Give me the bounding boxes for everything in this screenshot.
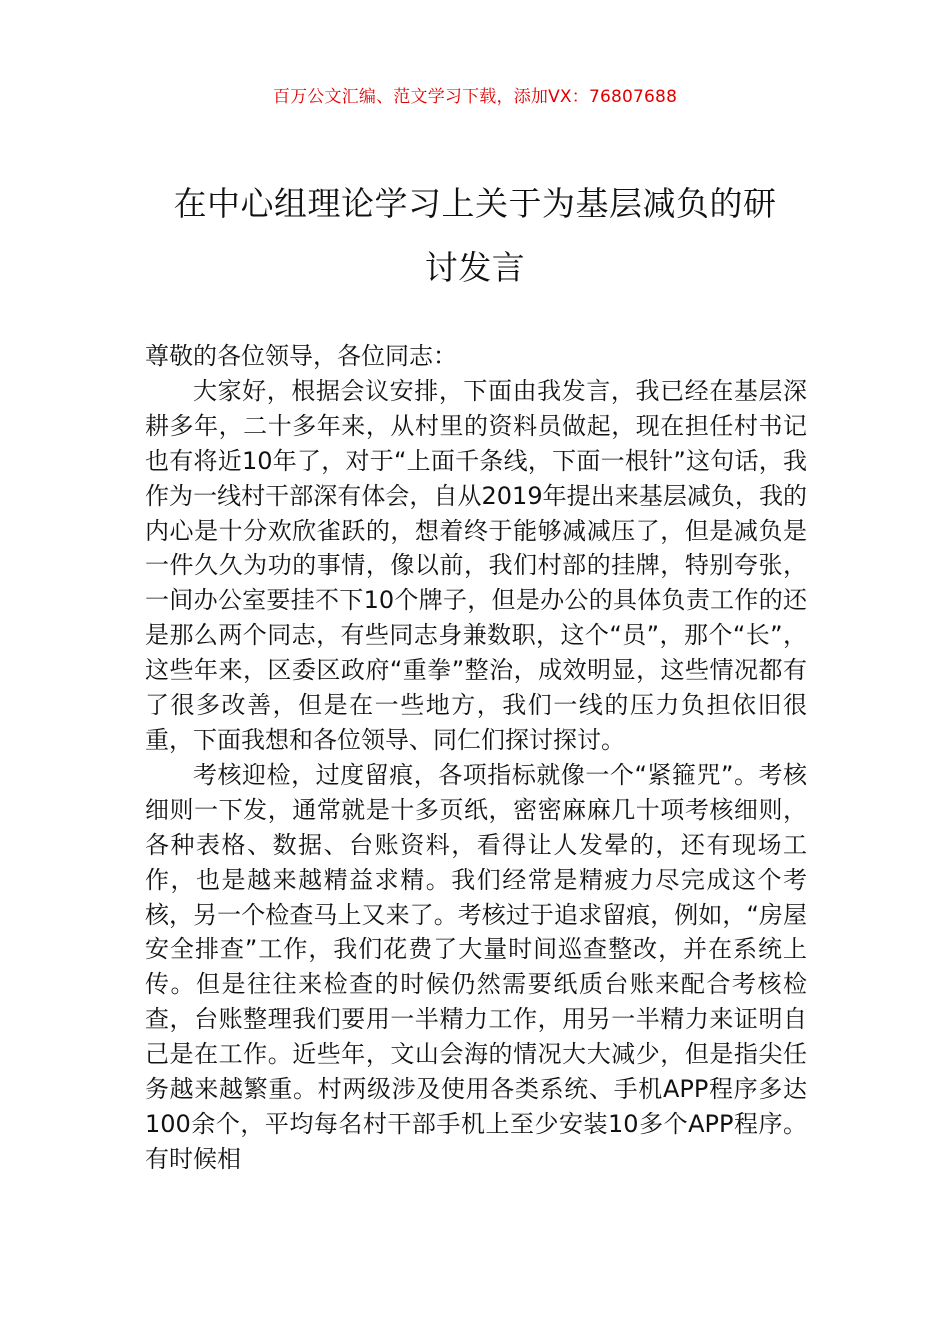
header-watermark-note: 百万公文汇编、范文学习下载，添加VX：76807688 bbox=[272, 87, 678, 107]
title-line-2: 讨发言 bbox=[424, 248, 526, 287]
paragraph-1: 大家好，根据会议安排，下面由我发言，我已经在基层深耕多年，二十多年来，从村里的资料员做起，现在担任村书记也有将近10年了，对于“上面千条线，下面一根针”这句话，我作为一线村干部深有体会，自从2019年提出来基层减负，我的内心是十分欢欣雀跃的，想着终于能够减减压了，但是减负是一件久久为功的事情，像以前，我们村部的挂牌，特别夸张，一间办公室要挂不下10个牌子，但是办公的具体负责工作的还是那么两个同志，有些同志身兼数职，这个“员”，那个“长”，这些年来，区委区政府“重拳”整治，成效明显，这些情况都有了很多改善，但是在一些地方，我们一线的压力负担依旧很重，下面我想和各位领导、同仁们探讨探讨。 bbox=[145, 376, 807, 754]
document-body bbox=[145, 339, 807, 1177]
page-title bbox=[145, 172, 805, 300]
salutation: 尊敬的各位领导，各位同志： bbox=[145, 342, 457, 370]
paragraph-2: 考核迎检，过度留痕，各项指标就像一个“紧箍咒”。考核细则一下发，通常就是十多页纸，密密麻麻几十项考核细则，各种表格、数据、台账资料，看得让人发晕的，还有现场工作，也是越来越精益求精。我们经常是精疲力尽完成这个考核，另一个检查马上又来了。考核过于追求留痕，例如，“房屋安全排查”工作，我们花费了大量时间巡查整改，并在系统上传。但是往往来检查的时候仍然需要纸质台账来配合考核检查，台账整理我们要用一半精力工作，用另一半精力来证明自己是在工作。近些年，文山会海的情况大大减少，但是指尖任务越来越繁重。村两级涉及使用各类系统、手机APP程序多达100余个，平均每名村干部手机上至少安装10多个APP程序。有时候相 bbox=[145, 760, 807, 1173]
title-line-1: 在中心组理论学习上关于为基层减负的研 bbox=[173, 184, 777, 223]
